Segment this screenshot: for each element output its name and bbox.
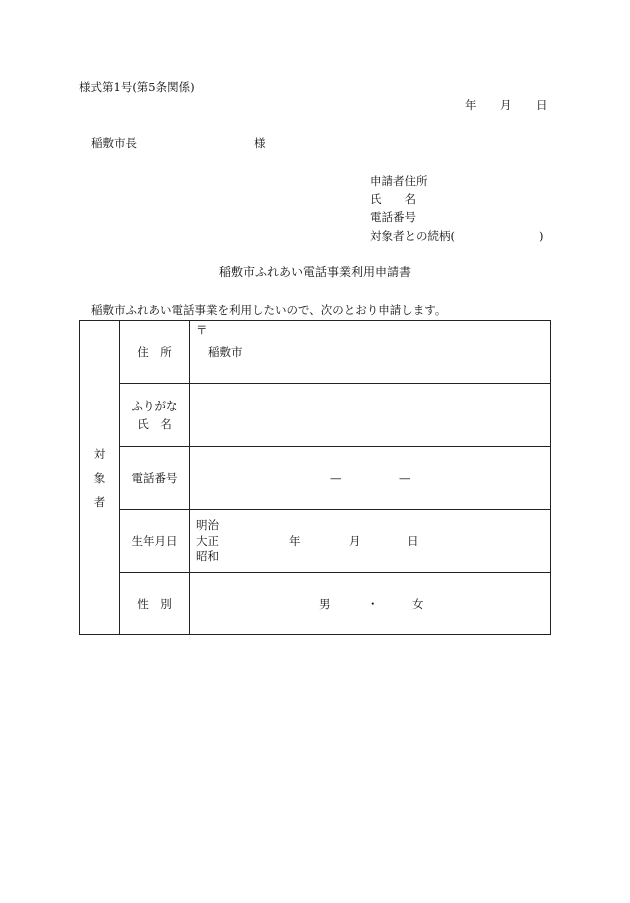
postal-mark: 〒 <box>196 323 208 337</box>
birthdate-value-cell <box>190 510 550 572</box>
address-label-cell <box>120 321 190 383</box>
group-label-char: 者 <box>93 494 106 509</box>
phone-row <box>120 446 550 509</box>
phone-label-cell <box>120 447 190 509</box>
name-row <box>120 383 550 446</box>
applicant-address-label: 申請者住所 <box>370 174 428 188</box>
applicant-name-label: 氏 名 <box>370 192 416 206</box>
group-label-char: 象 <box>93 470 106 485</box>
gender-male: 男 <box>319 597 331 611</box>
birthdate-label-cell <box>120 510 190 572</box>
date-year-label: 年 <box>465 98 477 112</box>
birth-day-label: 日 <box>407 534 419 548</box>
gender-label: 性 別 <box>137 596 172 611</box>
addressee-honorific: 様 <box>254 136 266 150</box>
phone-dash: — <box>330 471 342 485</box>
name-label-cell <box>120 384 190 446</box>
form-number: 様式第1号(第5条関係) <box>79 80 195 94</box>
address-label: 住 所 <box>137 345 172 359</box>
address-city: 稲敷市 <box>208 345 243 359</box>
date-month-label: 月 <box>500 98 512 112</box>
gender-separator: ・ <box>367 597 379 611</box>
document-title: 稲敷市ふれあい電話事業利用申請書 <box>218 265 411 279</box>
era-taisho: 大正 <box>196 534 219 548</box>
gender-label-cell <box>120 573 190 634</box>
birth-month-label: 月 <box>349 534 361 548</box>
applicant-phone-label: 電話番号 <box>370 210 416 224</box>
furigana-label: ふりがな <box>131 399 178 413</box>
target-person-group-cell <box>80 321 120 634</box>
applicant-relation-label: 対象者との続柄( <box>370 229 455 243</box>
target-person-table <box>79 320 551 635</box>
date-day-label: 日 <box>536 98 548 112</box>
group-label-char: 対 <box>93 446 106 461</box>
birth-year-label: 年 <box>289 534 301 548</box>
name-value-cell <box>190 384 550 446</box>
phone-label: 電話番号 <box>131 471 178 485</box>
phone-dash: — <box>399 471 411 485</box>
gender-value-cell <box>190 573 550 634</box>
name-label: 氏 名 <box>137 417 172 431</box>
addressee-name: 稲敷市長 <box>91 136 137 150</box>
address-row <box>120 321 550 383</box>
era-showa: 昭和 <box>196 549 219 563</box>
application-statement: 稲敷市ふれあい電話事業を利用したいので、次のとおり申請します。 <box>91 303 447 317</box>
phone-value-cell <box>190 447 550 509</box>
birthdate-row <box>120 509 550 572</box>
birthdate-label: 生年月日 <box>131 534 178 548</box>
address-value-cell <box>190 321 550 383</box>
gender-row <box>120 572 550 634</box>
era-meiji: 明治 <box>196 518 219 532</box>
applicant-relation-close: ) <box>539 229 544 243</box>
gender-female: 女 <box>412 597 424 611</box>
